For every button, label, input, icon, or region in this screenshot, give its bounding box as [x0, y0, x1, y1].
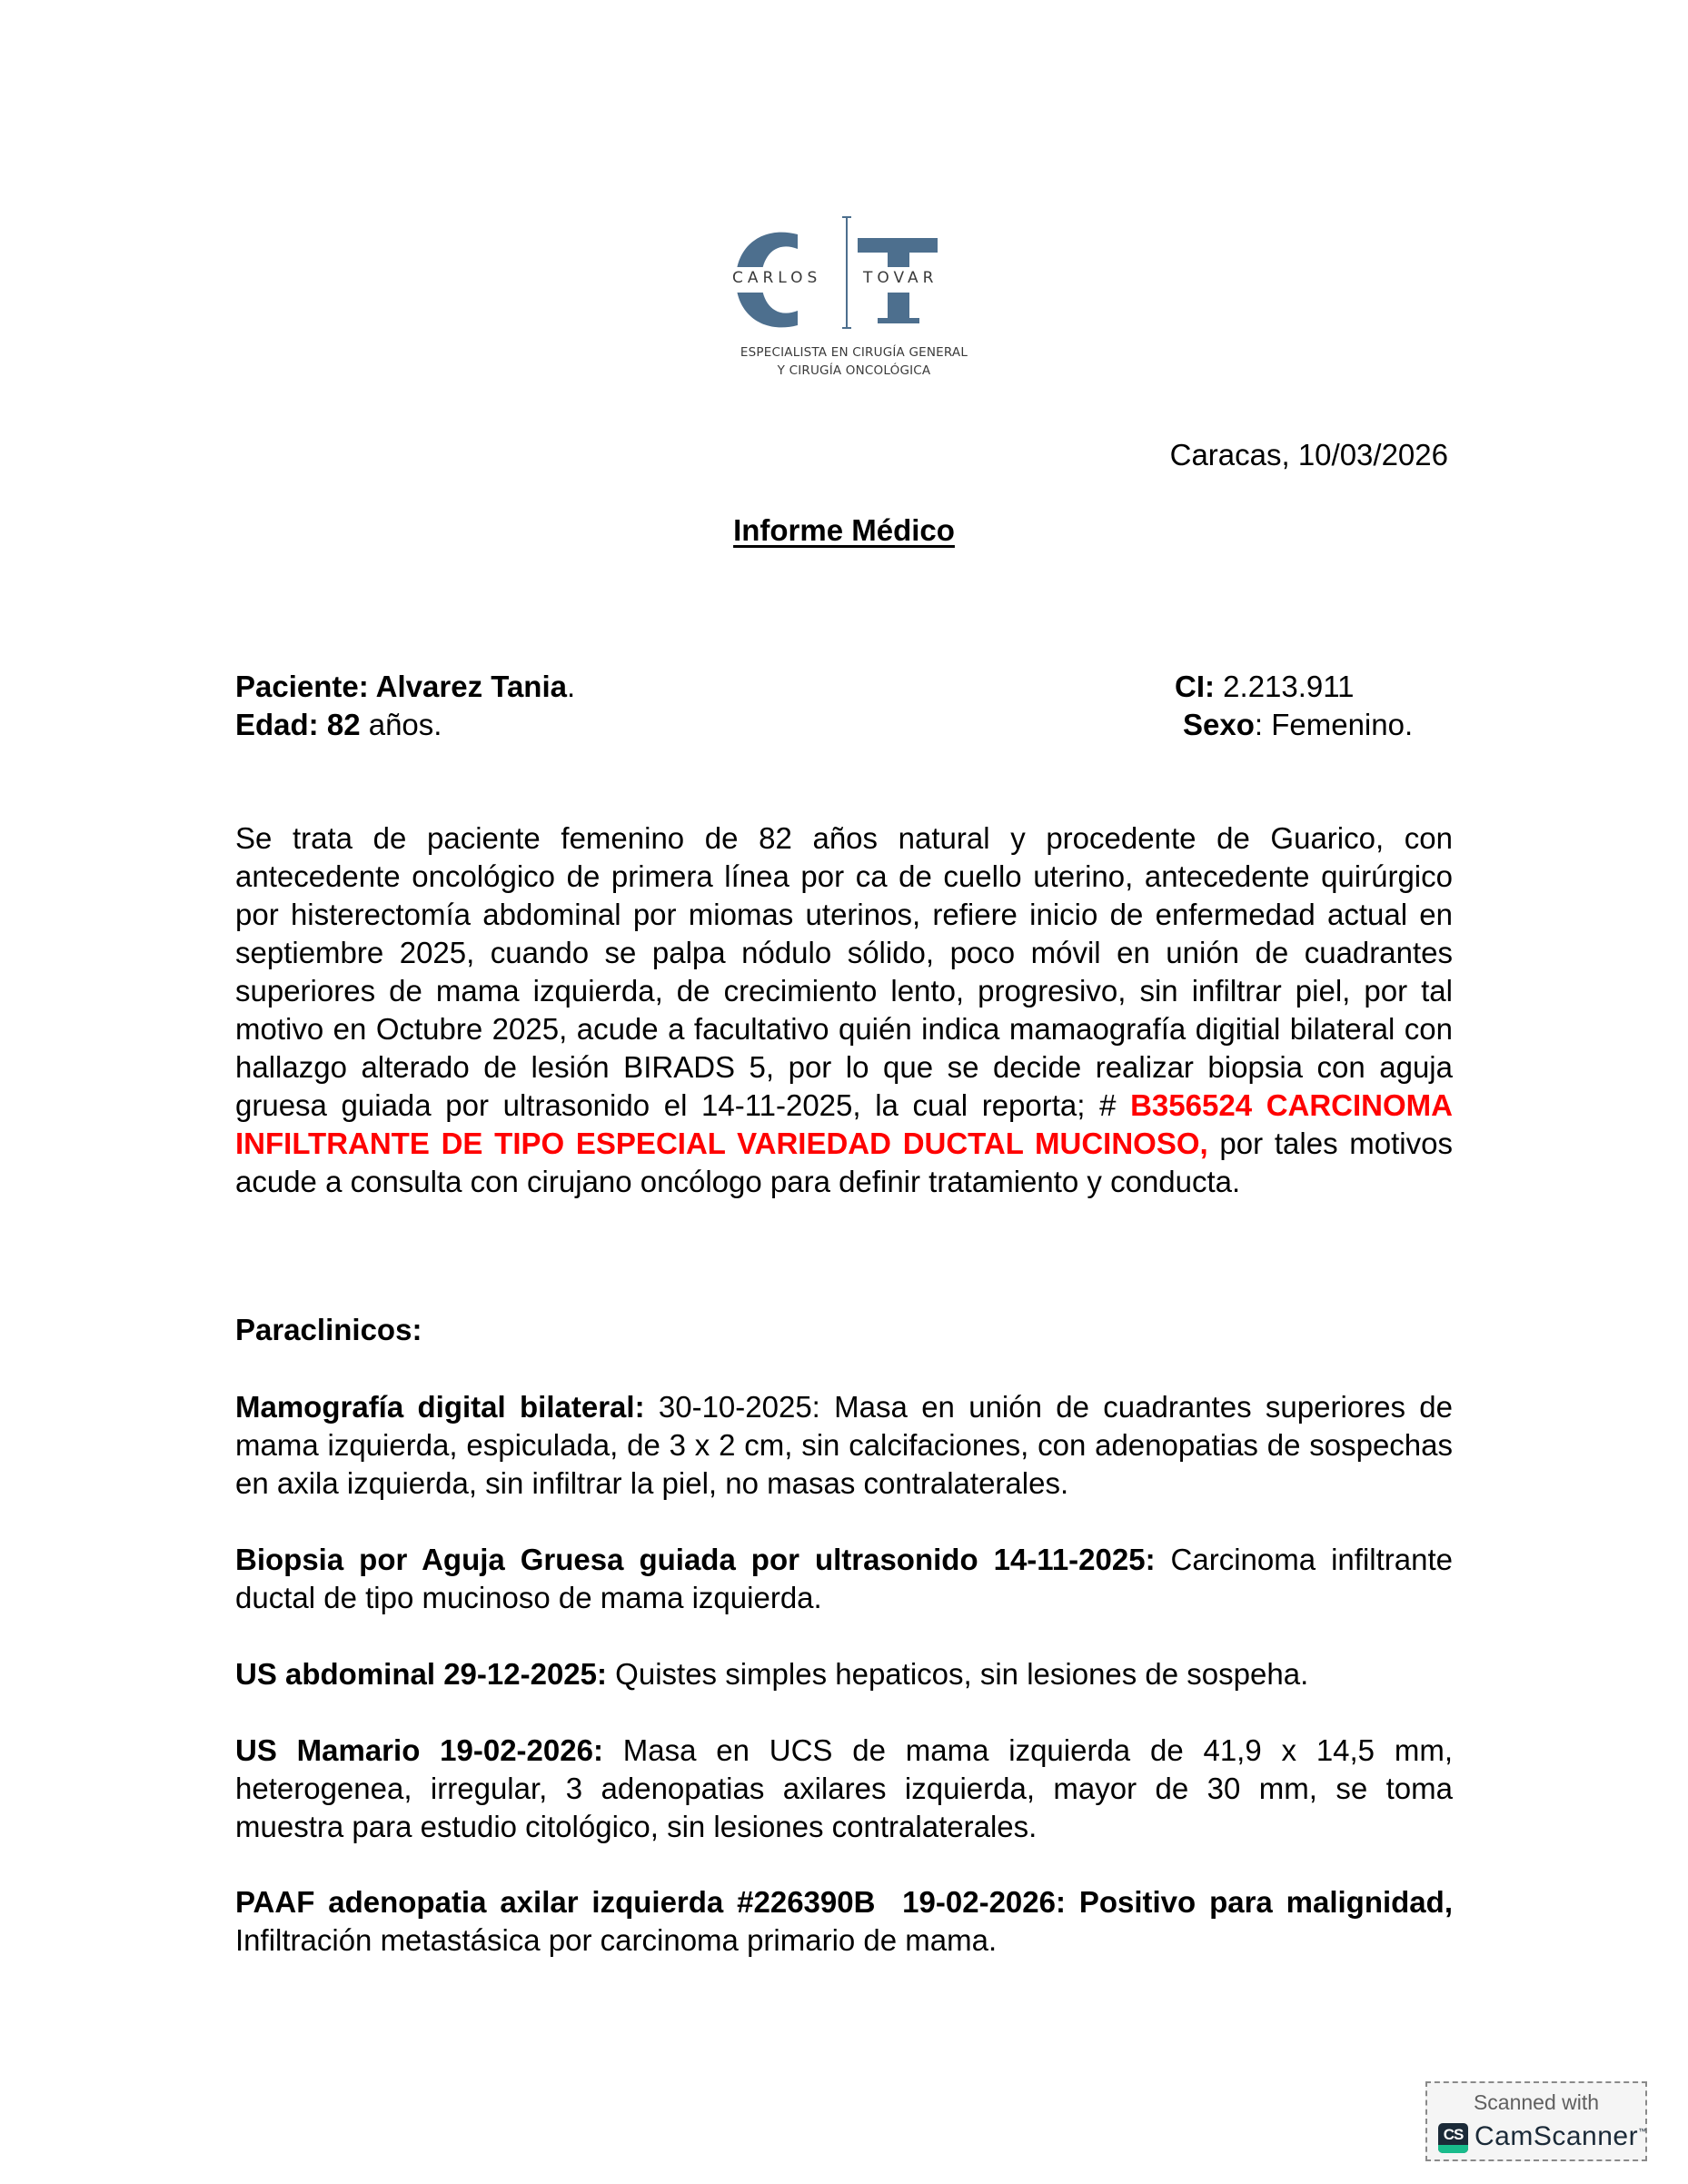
paraclinicos-heading: Paraclinicos: [235, 1313, 422, 1346]
carlos-tovar-logo [709, 209, 999, 391]
paraclinico-item-paaf [235, 1883, 1462, 1960]
paraclinico-text: 30-10-2025: Masa en unión de cuadrantes superiores de mama izquierda, espiculada, de 3 x 2 cm, sin calcifaciones, con adenopatias de sospechas en axila izquierda, sin infiltrar la piel, no masas contralaterales. [235, 1390, 1454, 1500]
paraclinico-label: Biopsia por Aguja Gruesa guiada por ultrasonido 14-11-2025: [235, 1543, 1156, 1576]
paraclinico-item-biopsia [235, 1541, 1453, 1617]
patient-name-row [235, 668, 575, 706]
patient-info-right [1175, 668, 1413, 744]
place-date: Caracas, 10/03/2026 [1169, 438, 1448, 472]
paraclinico-text: Quistes simples hepaticos, sin lesiones de sospeha. [607, 1657, 1309, 1691]
paraclinico-item-mamografia [235, 1388, 1453, 1503]
camscanner-logo-letters: CS [1443, 2126, 1464, 2143]
document-title [0, 513, 1688, 548]
paraclinico-label: Mamografía digital bilateral: [235, 1390, 645, 1424]
logo-subtitle-line2: Y CIRUGÍA ONCOLÓGICA [777, 363, 931, 378]
patient-sex-value: : Femenino. [1254, 708, 1414, 741]
paraclinico-label: US Mamario 19-02-2026: [235, 1733, 603, 1767]
camscanner-logo-icon [1438, 2123, 1468, 2153]
logo-name-right: TOVAR [863, 269, 938, 287]
patient-ci-row [1175, 668, 1413, 706]
patient-name: Paciente: Alvarez Tania [235, 670, 567, 703]
patient-sex-row [1175, 706, 1413, 744]
camscanner-brand [1475, 2121, 1647, 2152]
paraclinico-text: Infiltración metastásica por carcinoma primario de mama. [235, 1885, 1462, 1957]
document-title-text: Informe Médico [733, 513, 955, 547]
patient-name-suffix: . [566, 670, 576, 703]
logo-subtitle-line1: ESPECIALISTA EN CIRUGÍA GENERAL [740, 345, 968, 360]
history-text-after: por tales motivos acude a consulta con cirujano oncólogo para definir tratamiento y conducta. [235, 1127, 1453, 1198]
camscanner-watermark [1425, 2081, 1647, 2161]
patient-age: Edad: 82 [235, 708, 361, 741]
paraclinico-item-us-mamario [235, 1732, 1453, 1846]
history-paragraph [235, 819, 1453, 1201]
patient-sex-label: Sexo [1183, 708, 1255, 741]
camscanner-logo-bar [1438, 2145, 1468, 2153]
paraclinico-label: US abdominal 29-12-2025: [235, 1657, 607, 1691]
patient-ci-value: 2.213.911 [1215, 670, 1355, 703]
paraclinico-text: Carcinoma infiltrante ductal de tipo mucinoso de mama izquierda. [235, 1543, 1453, 1614]
paraclinico-text: Masa en UCS de mama izquierda de 41,9 x 14,5 mm, heterogenea, irregular, 3 adenopatias axilares izquierda, mayor de 30 mm, se toma muestra para estudio citológico, sin lesiones contralaterales. [235, 1733, 1453, 1843]
diagnosis-highlight: B356524 CARCINOMA INFILTRANTE DE TIPO ESPECIAL VARIEDAD DUCTAL MUCINOSO, [235, 1088, 1454, 1160]
camscanner-brand-text: CamScanner [1475, 2121, 1639, 2151]
history-text-before: Se trata de paciente femenino de 82 años natural y procedente de Guarico, con antecedente oncológico de primera línea por ca de cuello uterino, antecedente quirúrgico por histerectomía abdominal por miomas uterinos, refiere inicio de enfermedad actual en septiembre 2025, cuando se palpa nódulo sólido, poco móvil en unión de cuadrantes superiores de mama izquierda, de crecimiento lento, progresivo, sin infiltrar piel, por tal motivo en Octubre 2025, acude a facultativo quién indica mamaografía digitial bilateral con hallazgo alterado de lesión BIRADS 5, por lo que se decide realizar biopsia con aguja gruesa guiada por ultrasonido el 14-11-2025, la cual reporta; # [235, 821, 1453, 1122]
scanned-with-label: Scanned with [1473, 2090, 1600, 2114]
trademark-symbol: ™ [1638, 2127, 1647, 2136]
patient-age-suffix: años. [360, 708, 442, 741]
paraclinico-label: PAAF adenopatia axilar izquierda #226390B 19-02-2026: Positivo para malignidad, [235, 1885, 1453, 1919]
patient-info-left [235, 668, 575, 744]
patient-ci-label: CI: [1175, 670, 1215, 703]
paraclinico-item-us-abdominal [235, 1655, 1453, 1693]
logo-name-left: CARLOS [732, 269, 822, 287]
patient-age-row [235, 706, 575, 744]
